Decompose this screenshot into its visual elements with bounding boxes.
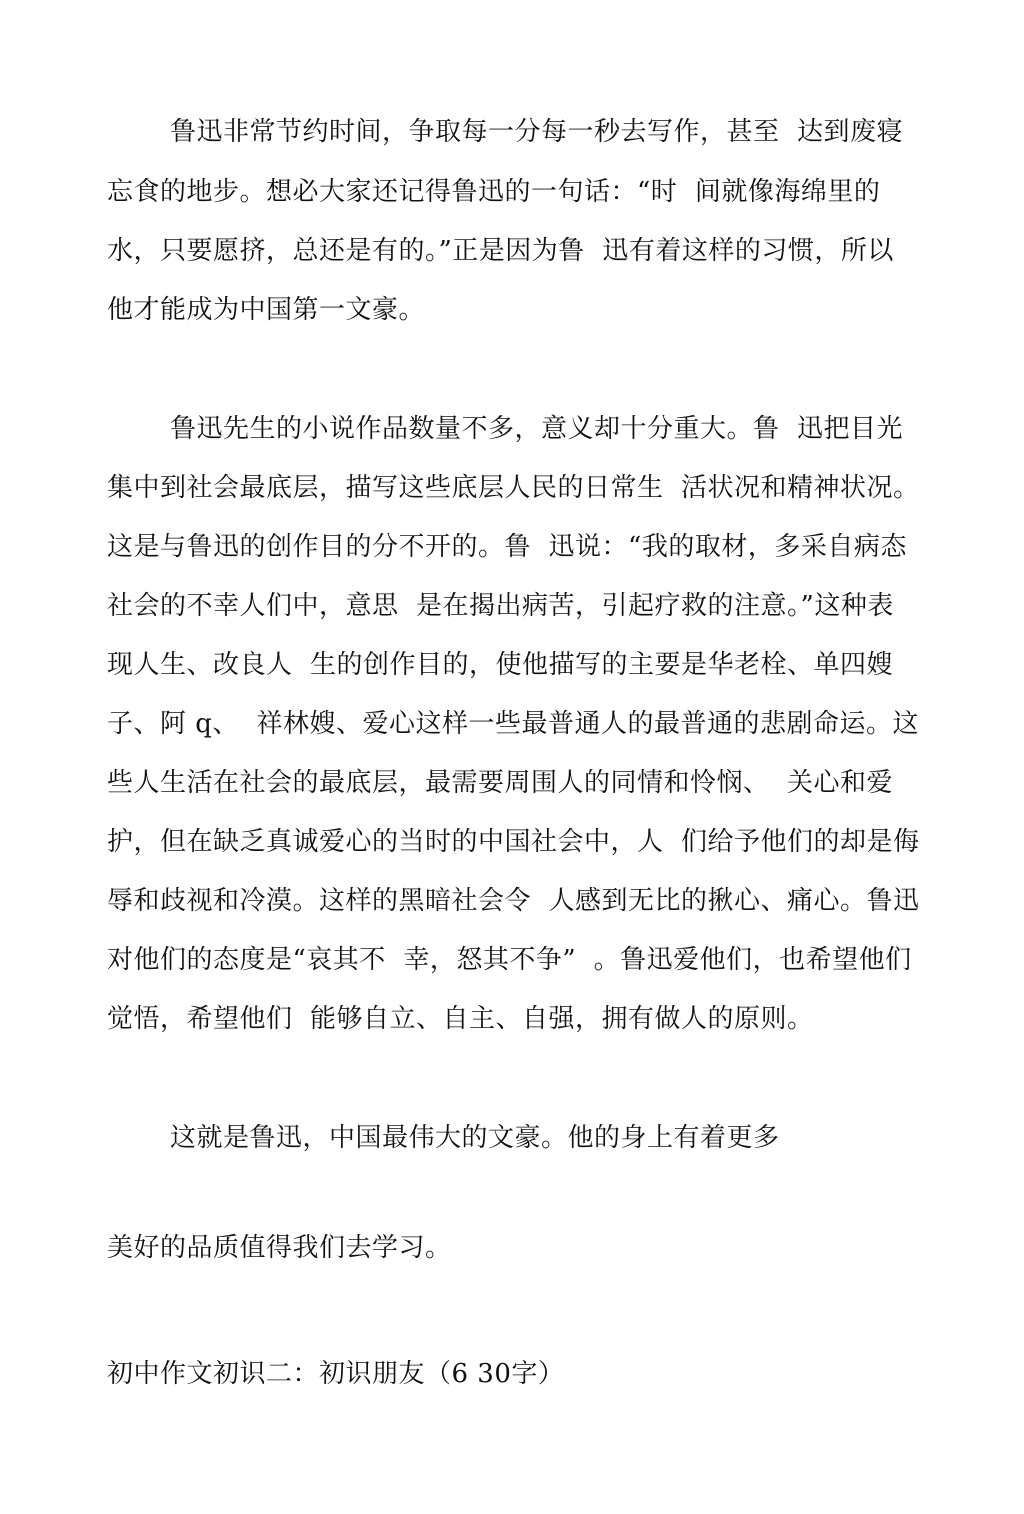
text-line: 对他们的态度是“哀其不 幸，怒其不争” 。鲁迅爱他们，也希望他们 [107, 945, 912, 975]
text-line: 这是与鲁迅的创作目的分不开的。鲁 迅说：“我的取材，多采自病态 [107, 532, 907, 562]
section-heading: 初中作文初识二：初识朋友（6 30字） [107, 1359, 565, 1389]
text-line: 辱和歧视和冷漠。这样的黑暗社会令 人感到无比的揪心、痛心。鲁迅 [107, 886, 920, 916]
text-line: 觉悟，希望他们 能够自立、自主、自强，拥有做人的原则。 [107, 1004, 814, 1034]
text-line: 现人生、改良人 生的创作目的，使他描写的主要是华老栓、单四嫂 [107, 650, 894, 680]
text-line: 护，但在缺乏真诚爱心的当时的中国社会中，人 们给予他们的却是侮 [107, 827, 920, 857]
text-line: 社会的不幸人们中，意思 是在揭出病苦，引起疗救的注意。”这种表 [107, 591, 894, 621]
text-line: 鲁迅先生的小说作品数量不多，意义却十分重大。鲁 迅把目光 [170, 414, 904, 444]
text-line: 鲁迅非常节约时间，争取每一分每一秒去写作，甚至 达到废寝 [170, 117, 904, 147]
text-line: 水，只要愿挤，总还是有的。”正是因为鲁 迅有着这样的习惯，所以 [107, 236, 894, 266]
text-line: 这就是鲁迅，中国最伟大的文豪。他的身上有着更多 [170, 1123, 780, 1153]
text-line: 些人生活在社会的最底层，最需要周围人的同情和怜悯、 关心和爱 [107, 768, 894, 798]
text-line: 集中到社会最底层，描写这些底层人民的日常生 活状况和精神状况。 [107, 473, 920, 503]
text-line: 美好的品质值得我们去学习。 [107, 1233, 452, 1263]
text-line: 忘食的地步。想必大家还记得鲁迅的一句话：“时 间就像海绵里的 [107, 177, 881, 207]
text-line: 他才能成为中国第一文豪。 [107, 295, 426, 325]
text-line: 子、阿 q、 祥林嫂、爱心这样一些最普通人的最普通的悲剧命运。这 [107, 709, 919, 739]
